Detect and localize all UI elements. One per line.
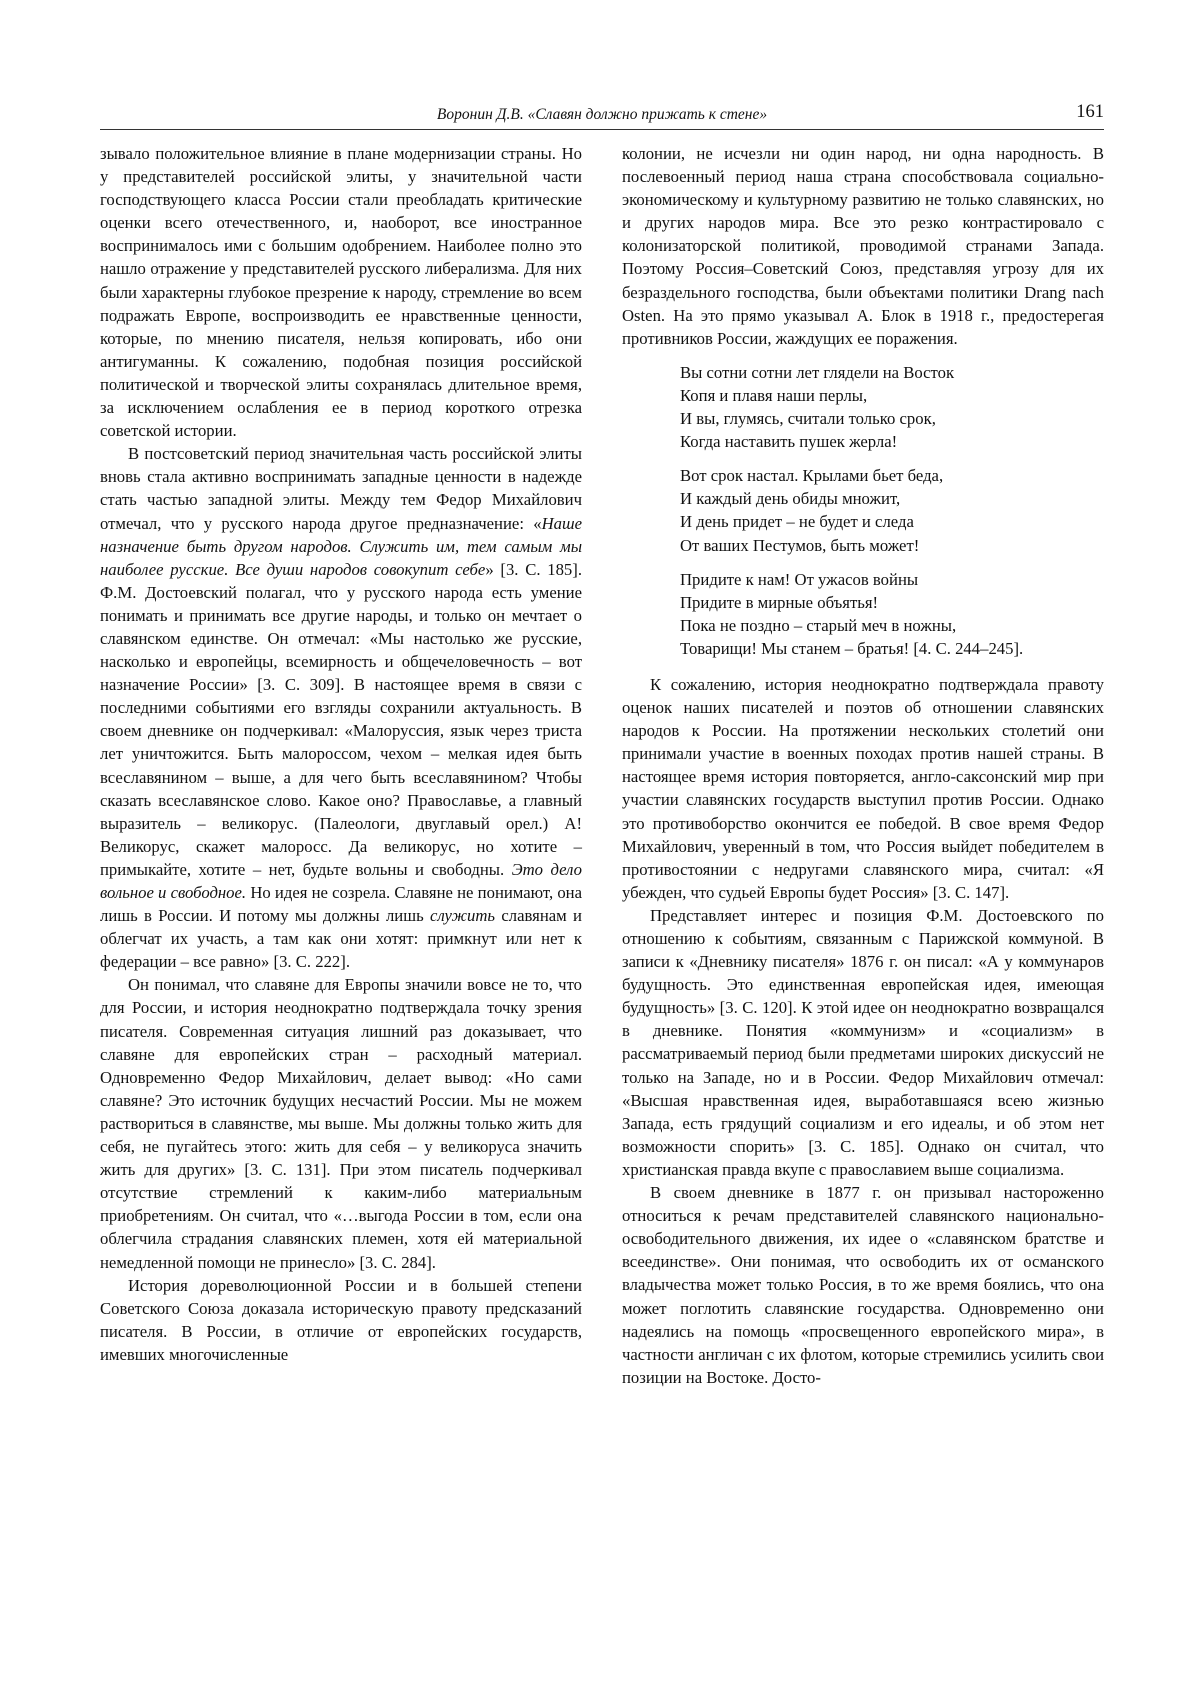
poem-stanza xyxy=(680,464,1104,556)
left-column xyxy=(100,142,582,1366)
emphasis-italic: служить xyxy=(430,906,495,926)
paragraph: Он понимал, что славяне для Европы значили вовсе не то, что для России, и история неоднократно подтверждала точку зрения писателя. Современная ситуация лишний раз доказывает, что славяне для европейских стран – расходный материал. Одновременно Федор Михайлович, делает вывод: «Но сами славяне? Это источник будущих несчастий России. Мы не можем раствориться в славянстве, мы выше. Мы должны только жить для себя, не пугайтесь этого: жить для себя – у великоруса значить жить для других» [3. С. 131]. При этом писатель подчеркивал отсутствие стремлений к каким-либо материальным приобретениям. Он считал, что «…выгода России в том, если она облегчила страдания славянских племен, хотя ей материальной немедленной помощи не принесло» [3. С. 284]. xyxy=(100,975,582,1272)
quote-italic: Наше назначение быть другом народов. Служить им, тем самым мы наиболее русские. Все души народов совокупит себе xyxy=(100,513,582,579)
running-header xyxy=(100,103,1104,130)
poem-stanza xyxy=(680,568,1104,660)
poem-quote xyxy=(680,361,1104,660)
paragraph: колонии, не исчезли ни один народ, ни одна народность. В послевоенный период наша страна способствовала социально-экономическому и культурному развитию не только славянских, но и других народов мира. Все это резко контрастировало с колонизаторской политикой, проводимой странами Запада. Поэтому Россия–Советский Союз, представляя угрозу для их безраздельного господства, были объектами политики Drang nach Osten. На это прямо указывал А. Блок в 1918 г., предостерегая противников России, жаждущих ее поражения. xyxy=(622,144,1104,348)
poem-line: Копя и плавя наши перлы, xyxy=(680,385,868,405)
right-column xyxy=(622,142,1104,1389)
paragraph: зывало положительное влияние в плане модернизации страны. Но у представителей российской элиты, у значительной части господствующего класса России стали преобладать критические оценки всего отечественного, и, наоборот, все иностранное воспринималось ими с большим одобрением. Наиболее полно это нашло отражение у представителей русского либерализма. Для них были характерны глубокое презрение к народу, стремление во всем подражать Европе, воспроизводить ее нравственные ценности, которые, по мнению писателя, нельзя копировать, ибо они антигуманны. К сожалению, подобная позиция российской политической и творческой элиты сохранялась длительное время, за исключением ослабления ее в период короткого отрезка советской истории. xyxy=(100,144,582,441)
paragraph-text: В постсоветский период значительная часть российской элиты вновь стала активно воспринимать западные ценности в надежде стать частью западной элиты. Между тем Федор Михайлович отмечал, что у русского народа другое предназначение: « xyxy=(100,444,582,533)
poem-line: И вы, глумясь, считали только срок, xyxy=(680,409,936,429)
paragraph: История дореволюционной России и в большей степени Советского Союза доказала историческую правоту предсказаний писателя. В России, в отличие от европейских государств, имевших многочисленные xyxy=(100,1275,582,1364)
poem-line: Когда наставить пушек жерла! xyxy=(680,432,898,452)
poem-line: От ваших Пестумов, быть может! xyxy=(680,535,920,555)
paragraph xyxy=(100,442,582,973)
poem-line: Пока не поздно – старый меч в ножны, xyxy=(680,615,957,635)
poem-line: Товарищи! Мы станем – братья! [4. С. 244–245]. xyxy=(680,638,1024,658)
paragraph: К сожалению, история неоднократно подтверждала правоту оценок наших писателей и поэтов об отношении славянских народов к России. На протяжении нескольких столетий они принимали участие в военных походах против нашей страны. В настоящее время история повторяется, англо-саксонский мир при участии славянских государств выступил против России. Однако это противоборство окончится ее победой. В свое время Федор Михайлович, уверенный в том, что Россия выйдет победителем в противостоянии с недругами славянского мира, считал: «Я убежден, что судьей Европы будет Россия» [3. С. 147]. xyxy=(622,674,1104,902)
poem-stanza xyxy=(680,361,1104,453)
paragraph: Представляет интерес и позиция Ф.М. Достоевского по отношению к событиям, связанным с Парижской коммуной. В записи к «Дневнику писателя» 1876 г. он писал: «А у коммунаров будущность. Это единственная европейская идея, имеющая будущность» [3. С. 120]. К этой идее он неоднократно возвращался в дневнике. Понятия «коммунизм» и «социализм» в рассматриваемый период были предметами широких дискуссий не только на Западе, но и в России. Федор Михайлович отмечал: «Высшая нравственная идея, выработавшаяся всею жизнью Запада, есть грядущий социализм и его идеалы, и об этом нет возможности спорить» [3. С. 185]. Однако он считал, что христианская правда вкупе с православием выше социализма. xyxy=(622,905,1104,1179)
poem-line: Вы сотни сотни лет глядели на Восток xyxy=(680,362,955,382)
poem-line: Придите к нам! От ужасов войны xyxy=(680,569,919,589)
quote-italic: Это дело вольное и свободное. xyxy=(100,859,582,902)
paragraph: В своем дневнике в 1877 г. он призывал настороженно относиться к речам представителей славянского национально-освободительного движения, их идее о «славянском братстве и всеединстве». Они понимая, что освободить их от османского владычества может только Россия, в то же время боялись, что она может поглотить славянские государства. Одновременно они надеялись на помощь «просвещенного европейского мира», в частности англичан с их флотом, которые стремились усилить свои позиции на Востоке. Досто- xyxy=(622,1183,1104,1387)
poem-line: Вот срок настал. Крылами бьет беда, xyxy=(680,466,944,486)
running-title: Воронин Д.В. «Славян должно прижать к стене» xyxy=(436,106,768,123)
paragraph-text: славянам и облегчат их участь, а там как они хотят: примкнут или нет к федерации – все равно» [3. С. 222]. xyxy=(100,906,582,972)
paragraph-text: » [3. С. 185]. Ф.М. Достоевский полагал, что у русского народа есть умение понимать и принимать все другие народы, и только он мечтает о славянском единстве. Он отмечал: «Мы настолько же русские, насколько и европейцы, всемирность и общечеловечность – вот назначение России» [3. С. 309]. В настоящее время в связи с последними событиями его взгляды сохранили актуальность. В своем дневнике он подчеркивал: «Малоруссия, язык через триста лет уничтожится. Быть малороссом, чехом – мелкая идея быть всеславянином – выше, а для чего быть всеславянином? Чтобы сказать всеславянское слово. Какое оно? Православье, а главный выразитель – великорус. (Палеологи, двуглавый орел.) А! Великорус, скажет малоросс. Да великорус, но хотите – примыкайте, хотите – нет, будьте вольны и свободны. xyxy=(100,559,582,879)
paragraph-text: Но идея не созрела. Славяне не понимают, она лишь в России. И потому мы должны лишь xyxy=(100,883,583,926)
poem-line: И день придет – не будет и следа xyxy=(680,512,914,532)
poem-line: И каждый день обиды множит, xyxy=(680,489,901,509)
poem-line: Придите в мирные объятья! xyxy=(680,592,879,612)
page-number: 161 xyxy=(1076,102,1104,122)
